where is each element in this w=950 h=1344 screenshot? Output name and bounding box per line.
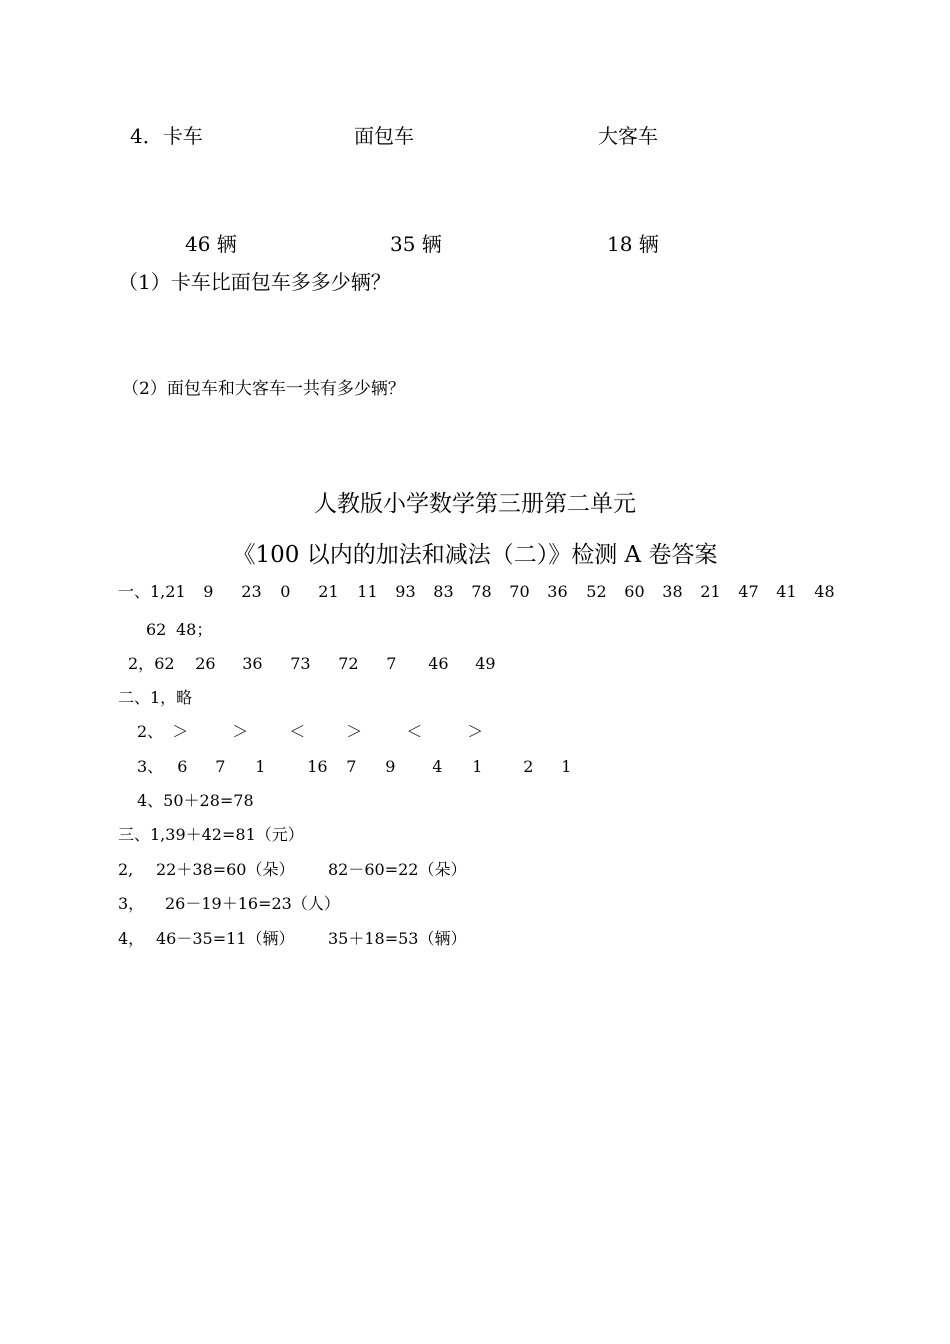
answer-section1-row1-cont [146, 622, 212, 638]
section1-q2-value: 72 [338, 654, 359, 673]
section1-value: 78 [471, 582, 492, 601]
section2-q3-value: 9 [385, 757, 396, 776]
section1-value: 38 [662, 582, 683, 601]
section2-q3-value: 1 [472, 757, 483, 776]
answer-section1-q2 [128, 656, 496, 672]
section1-value: 36 [547, 582, 568, 601]
section1-q2-label: 2， [128, 654, 155, 673]
section1-value: 9 [203, 582, 214, 601]
section2-q3-value: 7 [346, 757, 357, 776]
answer-section3-q2 [118, 862, 467, 878]
question4-number: 4． [130, 124, 163, 148]
section1-q2-value: 49 [475, 654, 496, 673]
section2-q3-values [177, 759, 571, 775]
vehicle-name-bus: 大客车 [598, 124, 658, 148]
answer-section2-q1: 二、1，略 [118, 688, 193, 707]
section2-q2-value: ＜ [406, 722, 423, 741]
section2-q2-values [172, 724, 483, 740]
vehicle-count-bus: 18 辆 [607, 232, 659, 256]
question4-sub1: （1）卡车比面包车多多少辆？ [118, 270, 391, 294]
section3-q3-value: 26－19＋16=23（人） [165, 894, 340, 913]
section1-value: 52 [586, 582, 607, 601]
answer-title-line2: 《100 以内的加法和减法（二）》检测 A 卷答案 [232, 542, 718, 568]
section1-value: 47 [738, 582, 759, 601]
question4-header [130, 126, 203, 146]
section1-value: 60 [624, 582, 645, 601]
section2-q2-value: ＞ [232, 722, 249, 741]
section3-q4-a: 46－35=11（辆） [156, 929, 295, 948]
section3-q3-label: 3， [118, 894, 145, 913]
answer-title-line1: 人教版小学数学第三册第二单元 [314, 491, 636, 517]
section2-q3-label: 3、 [137, 757, 164, 776]
section1-q2-value: 73 [290, 654, 311, 673]
section2-q3-value: 2 [523, 757, 534, 776]
answer-section2-q2 [137, 724, 483, 740]
section1-values [165, 584, 834, 600]
section2-q2-label: 2、 [137, 722, 164, 741]
vehicle-name-van: 面包车 [354, 124, 414, 148]
answer-section2-q4: 4、50＋28=78 [137, 791, 254, 810]
vehicle-count-van: 35 辆 [390, 232, 442, 256]
section1-value: 70 [509, 582, 530, 601]
answer-section3-q4 [118, 931, 467, 947]
answer-section1-row1 [118, 584, 835, 600]
section2-q3-value: 1 [255, 757, 266, 776]
section1-value: 23 [241, 582, 262, 601]
section1-value: 83 [433, 582, 454, 601]
section1-q2-values [154, 656, 495, 672]
section1-value: 0 [280, 582, 291, 601]
section1-value: 93 [395, 582, 416, 601]
section1-values-cont [146, 622, 212, 638]
section1-q2-value: 46 [428, 654, 449, 673]
section2-q2-value: ＞ [346, 722, 363, 741]
section2-q3-value: 16 [307, 757, 328, 776]
section1-q2-value: 26 [195, 654, 216, 673]
section2-q3-value: 4 [432, 757, 443, 776]
section3-q2-a: 22＋38=60（朵） [156, 860, 295, 879]
section2-q2-value: ＞ [467, 722, 484, 741]
section3-q4-b: 35＋18=53（辆） [328, 929, 467, 948]
vehicle-name-truck: 卡车 [162, 124, 203, 148]
section1-value: 41 [776, 582, 797, 601]
section1-value: 11 [357, 582, 378, 601]
answer-section3-q3 [118, 896, 340, 912]
section1-value: 21 [165, 582, 186, 601]
answer-section3-q1: 三、1,39＋42=81（元） [118, 825, 304, 844]
section1-value: 62 [146, 620, 167, 639]
section2-q3-value: 1 [561, 757, 572, 776]
section3-q2-b: 82－60=22（朵） [328, 860, 467, 879]
vehicle-count-truck: 46 辆 [185, 232, 237, 256]
section1-value: 48 [814, 582, 835, 601]
section3-q4-label: 4， [118, 929, 145, 948]
section1-value: 48； [176, 620, 213, 639]
section1-q2-value: 62 [154, 654, 175, 673]
section1-value: 21 [318, 582, 339, 601]
section1-q2-value: 36 [242, 654, 263, 673]
answer-section2-q3 [137, 759, 571, 775]
section1-value: 21 [700, 582, 721, 601]
section1-q2-value: 7 [386, 654, 397, 673]
section2-q3-value: 7 [215, 757, 226, 776]
question4-sub2: （2）面包车和大客车一共有多少辆？ [122, 379, 405, 399]
section3-q2-label: 2, [118, 860, 134, 879]
section2-q2-value: ＜ [289, 722, 306, 741]
section1-label: 一、1, [118, 582, 166, 601]
section2-q3-value: 6 [177, 757, 188, 776]
section2-q2-value: ＞ [172, 722, 189, 741]
